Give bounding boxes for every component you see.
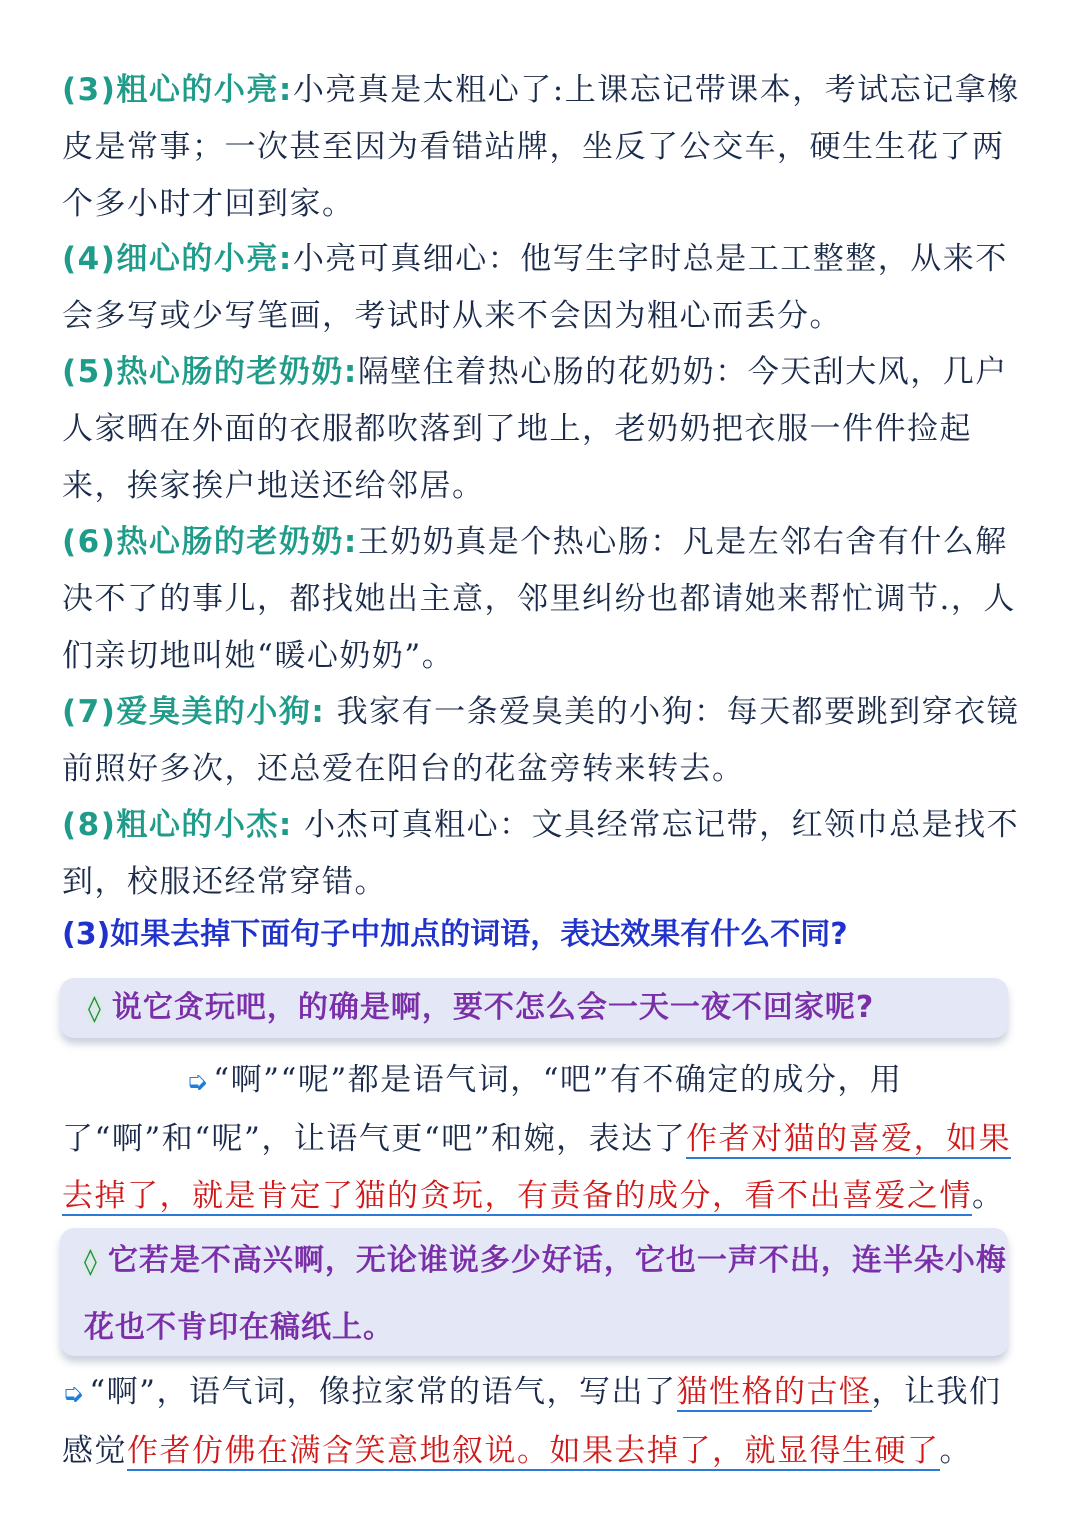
example-paragraph — [62, 514, 1022, 685]
quote-text: 它若是不高兴啊，无论谁说多少好话，它也一声不出，连半朵小梅花也不肯印在稿纸上。 — [84, 1243, 1007, 1345]
example-heading: (5)热心肠的老奶奶: — [62, 354, 358, 390]
answer-text: ，让我们感觉 — [62, 1374, 1002, 1469]
example-paragraph — [62, 344, 1022, 515]
example-paragraph — [62, 231, 1022, 345]
answer-text: 。 — [939, 1433, 972, 1469]
quote-box — [60, 1228, 1008, 1356]
example-text: 小杰可真粗心：文具经常忘记带，红领巾总是找不到，校服还经常穿错。 — [62, 807, 1020, 900]
example-heading: (7)爱臭美的小狗: — [62, 694, 326, 730]
answer-highlight: 作者对猫的喜爱，如果去掉了，就是肯定了猫的贪玩，有责备的成分，看不出喜爱之情 — [62, 1121, 1012, 1214]
quote-text: 说它贪玩吧，的确是啊，要不怎么会一天一夜不回家呢? — [111, 990, 875, 1025]
example-paragraph — [62, 684, 1022, 798]
example-heading: (4)细心的小亮: — [62, 241, 293, 277]
arrow-icon: ➭ — [186, 1067, 210, 1097]
arrow-icon: ➭ — [62, 1379, 86, 1409]
example-text: 我家有一条爱臭美的小狗：每天都要跳到穿衣镜前照好多次，还总爱在阳台的花盆旁转来转去。 — [62, 694, 1020, 787]
diamond-icon: ◊ — [88, 994, 102, 1024]
example-heading: (8)粗心的小杰: — [62, 807, 293, 843]
example-heading: (3)粗心的小亮: — [62, 72, 293, 108]
example-heading: (6)热心肠的老奶奶: — [62, 524, 358, 560]
answer-text: “啊”，语气词，像拉家常的语气，写出了 — [89, 1374, 677, 1410]
example-paragraph — [62, 797, 1022, 911]
example-text: 小亮真是太粗心了:上课忘记带课本，考试忘记拿橡皮是常事；一次甚至因为看错站牌，坐反了公交车，硬生生花了两个多小时才回到家。 — [62, 72, 1020, 222]
answer-text: 。 — [972, 1178, 1005, 1214]
diamond-icon: ◊ — [84, 1247, 98, 1277]
example-text: 王奶奶真是个热心肠：凡是左邻右舍有什么解决不了的事儿，都找她出主意，邻里纠纷也都请她来帮忙调节.，人们亲切地叫她“暖心奶奶”。 — [62, 524, 1016, 674]
answer-highlight: 猫性格的古怪 — [676, 1374, 872, 1410]
example-text: 隔壁住着热心肠的花奶奶：今天刮大风，几户人家晒在外面的衣服都吹落到了地上，老奶奶把衣服一件件捡起来，挨家挨户地送还给邻居。 — [62, 354, 1008, 504]
answer-paragraph — [62, 1364, 1022, 1480]
example-paragraph — [62, 62, 1022, 233]
answer-highlight: 作者仿佛在满含笑意地叙说。如果去掉了，就显得生硬了 — [127, 1433, 940, 1469]
question-heading: (3)如果去掉下面句子中加点的词语，表达效果有什么不同? — [62, 917, 848, 952]
example-text: 小亮可真细心：他写生字时总是工工整整，从来不会多写或少写笔画，考试时从来不会因为粗心而丢分。 — [62, 241, 1008, 334]
answer-text: “啊”“呢”都是语气词，“吧”有不确定的成分，用了“啊”和“呢”，让语气更“吧”和婉，表达了 — [62, 1062, 903, 1157]
answer-paragraph — [62, 1052, 1022, 1225]
quote-box — [60, 978, 1008, 1038]
